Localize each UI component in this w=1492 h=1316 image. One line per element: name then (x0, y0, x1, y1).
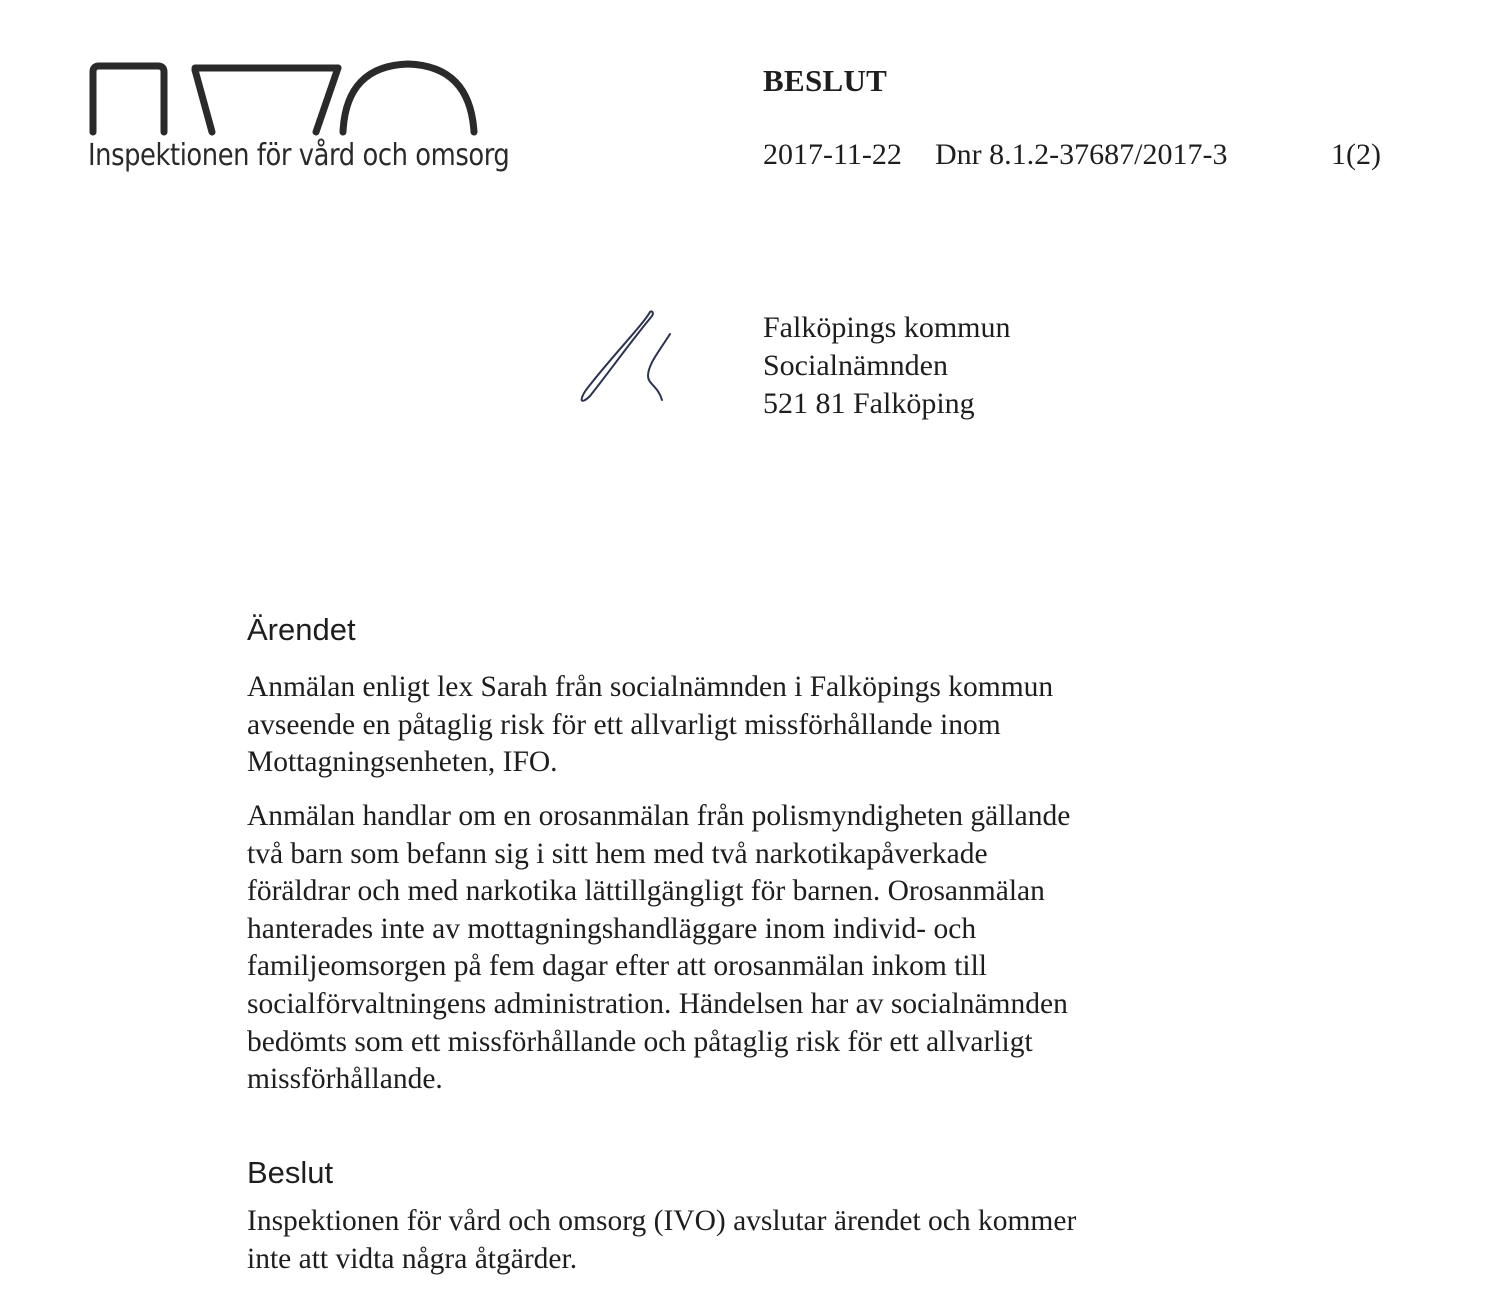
recipient-line: Socialnämnden (763, 349, 948, 382)
text-line: Inspektionen för vård och omsorg (IVO) avslutar ärendet och kommer (247, 1205, 1077, 1237)
organization-name: Inspektionen för vård och omsorg (88, 138, 510, 173)
section-heading-beslut: Beslut (247, 1155, 334, 1190)
document-date: 2017-11-22 (763, 138, 902, 171)
page-number: 1(2) (1331, 138, 1381, 171)
text-line: missförhållande. (247, 1063, 443, 1096)
section-heading-arendet: Ärendet (247, 612, 356, 647)
recipient-address (763, 309, 1011, 423)
text-line: avseende en påtaglig risk för ett allvarligt missförhållande inom (247, 708, 1001, 741)
ivo-logo (88, 60, 510, 185)
text-line: föräldrar och med narkotika lättillgängligt för barnen. Orosanmälan (247, 875, 1045, 908)
document-dnr: Dnr 8.1.2-37687/2017-3 (935, 138, 1228, 171)
recipient-line: Falköpings kommun (763, 311, 1011, 344)
text-line: socialförvaltningens administration. Händelsen har av socialnämnden (247, 987, 1068, 1020)
paragraph-arendet-2 (247, 798, 1177, 1099)
text-line: Mottagningsenheten, IFO. (247, 746, 558, 779)
text-line: inte att vidta några åtgärder. (247, 1242, 578, 1275)
paragraph-beslut-1 (247, 1203, 1177, 1278)
ivo-logo-mark (88, 60, 488, 140)
text-line: två barn som befann sig i sitt hem med två narkotikapåverkade (247, 837, 988, 870)
document-type: BESLUT (763, 63, 888, 98)
paragraph-arendet-1 (247, 669, 1177, 782)
text-line: hanterades inte av mottagningshandläggare inom individ- och (247, 912, 977, 945)
text-line: familjeomsorgen på fem dagar efter att orosanmälan inkom till (247, 950, 987, 983)
signature-icon (572, 306, 672, 410)
text-line: Anmälan enligt lex Sarah från socialnämnden i Falköpings kommun (247, 671, 1054, 703)
recipient-line: 521 81 Falköping (763, 387, 975, 420)
text-line: Anmälan handlar om en orosanmälan från polismyndigheten gällande (247, 800, 1071, 832)
text-line: bedömts som ett missförhållande och påtaglig risk för ett allvarligt (247, 1025, 1033, 1058)
